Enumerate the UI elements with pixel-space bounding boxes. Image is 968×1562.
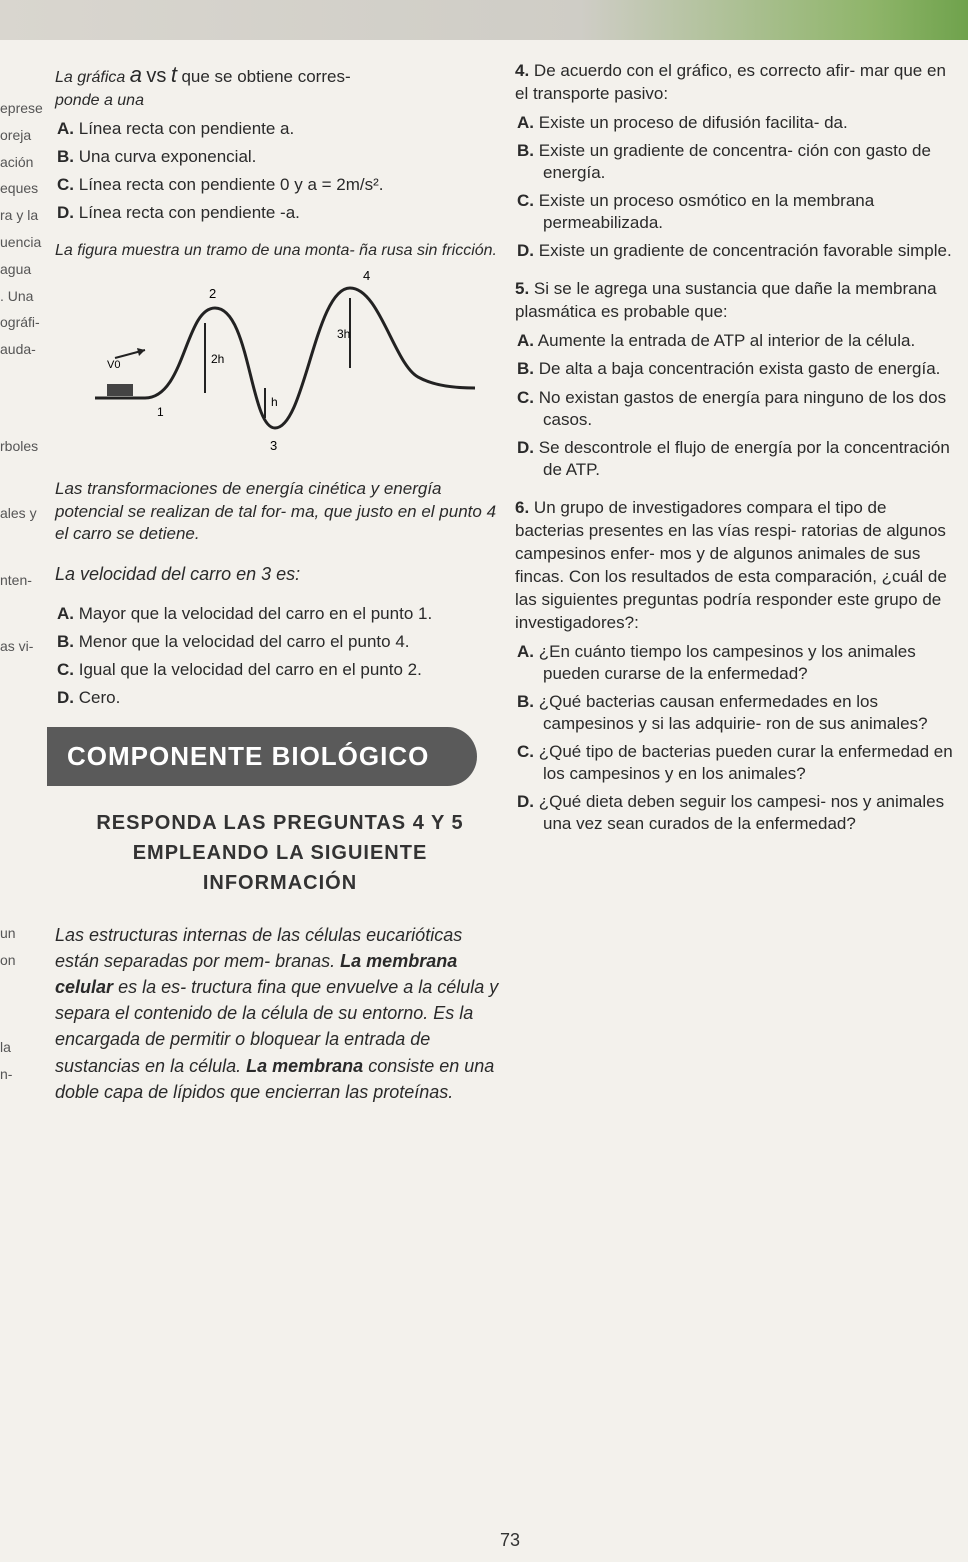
roller-option-d[interactable]: D. Cero.	[57, 687, 121, 707]
roller-option-c[interactable]: C. Igual que la velocidad del carro en el punto 2.	[57, 659, 422, 679]
margin-fragment: oreja	[0, 126, 32, 143]
q5-option-b[interactable]: B. De alta a baja concentración exista gasto de energía.	[517, 359, 941, 379]
q4-option-c[interactable]: C. Existe un proceso osmótico en la membrana permeabilizada.	[517, 191, 875, 233]
left-column	[55, 60, 505, 1550]
q6-option-d[interactable]: D. ¿Qué dieta deben seguir los campesi- nos y animales una vez sean curados de la enfermedad?	[517, 792, 945, 834]
roller-coaster-track	[95, 285, 475, 428]
q5-option-d[interactable]: D. Se descontrole el flujo de energía por la concentración de ATP.	[517, 437, 950, 479]
q3-option-c[interactable]: C. Línea recta con pendiente 0 y a = 2m/s².	[57, 174, 384, 194]
label-3h: 3h	[337, 326, 351, 341]
roller-coaster-figure	[75, 268, 475, 468]
page-top-edge	[0, 0, 968, 40]
question-4-stem: 4. De acuerdo con el gráfico, es correcto afir- mar que en el transporte pasivo:	[515, 61, 946, 103]
margin-fragment: ales y	[0, 504, 37, 521]
label-h: h	[271, 394, 278, 409]
roller-option-b[interactable]: B. Menor que la velocidad del carro el punto 4.	[57, 631, 410, 651]
margin-fragment: un	[0, 925, 16, 942]
margin-fragment: la	[0, 1038, 11, 1055]
roller-coaster-intro: La figura muestra un tramo de una monta- ña rusa sin fricción.	[55, 241, 497, 259]
textbook-page	[0, 40, 968, 1562]
roller-option-a[interactable]: A. Mayor que la velocidad del carro en el punto 1.	[57, 603, 433, 623]
roller-question: La velocidad del carro en 3 es:	[55, 564, 301, 585]
margin-fragment: rboles	[0, 437, 39, 454]
margin-fragment: eprese	[0, 100, 43, 116]
roller-paragraph: Las transformaciones de energía cinética y energía potencial se realizan de tal for- ma, que justo en el punto 4 el carro se detiene.	[55, 478, 497, 544]
q3-option-a[interactable]: A. Línea recta con pendiente a.	[57, 118, 295, 138]
q4-option-b[interactable]: B. Existe un gradiente de concentra- ción con gasto de energía.	[517, 140, 931, 183]
margin-fragment: eques	[0, 180, 39, 197]
question-5-stem: 5. Si se le agrega una sustancia que dañe la membrana plasmática es probable que:	[515, 279, 937, 322]
section-banner: COMPONENTE BIOLÓGICO	[47, 727, 477, 786]
section-instructions: RESPONDA LAS PREGUNTAS 4 Y 5 EMPLEANDO LA SIGUIENTE INFORMACIÓN	[96, 812, 464, 895]
margin-fragment: n-	[0, 1065, 13, 1082]
margin-fragment: agua	[0, 260, 32, 277]
v0-arrowhead	[137, 348, 145, 356]
label-point-2: 2	[209, 285, 217, 301]
label-2h: 2h	[211, 351, 225, 366]
label-point-1: 1	[157, 404, 164, 419]
question-6-stem: 6. Un grupo de investigadores compara el tipo de bacterias presentes en las vías respi- ratorias de algunos campesinos enfer- mos y de algunos animales de sus fincas. Con los resultados de esta comparación, ¿cuál de las siguientes preguntas podría responder este grupo de investigadores?:	[515, 497, 947, 632]
margin-fragment: auda-	[0, 341, 36, 358]
page-number: 73	[500, 1530, 521, 1550]
q5-option-c[interactable]: C. No existan gastos de energía para ninguno de los dos casos.	[517, 387, 947, 429]
q3-option-d[interactable]: D. Línea recta con pendiente -a.	[57, 202, 300, 222]
margin-fragment: ográfi-	[0, 314, 40, 331]
margin-fragment: on	[0, 951, 16, 968]
q4-option-d[interactable]: D. Existe un gradiente de concentración favorable simple.	[517, 241, 952, 261]
margin-fragment: uencia	[0, 233, 42, 250]
q6-option-c[interactable]: C. ¿Qué tipo de bacterias pueden curar la enfermedad en los campesinos y en los animales?	[517, 741, 953, 783]
q5-option-a[interactable]: A. Aumente la entrada de ATP al interior de la célula.	[517, 331, 916, 351]
biology-passage: Las estructuras internas de las células eucarióticas están separadas por mem- branas. La membrana celular es la es- tructura fina que envuelve a la célula y separa el contenido de la célula de su entorno. Es la encargada de permitir o bloquear la entrada de sustancias en la célula. La membrana consiste en una doble capa de lípidos que encierran las proteínas.	[55, 925, 499, 1102]
cart-icon	[107, 384, 133, 396]
question-3-stem: La gráfica a vs t que se obtiene corres- ponde a una	[55, 62, 351, 109]
label-point-4: 4	[363, 267, 371, 283]
margin-fragment: as vi-	[0, 638, 34, 655]
label-point-3: 3	[270, 437, 278, 453]
previous-page-margin	[0, 100, 52, 1150]
label-v0: V0	[107, 358, 121, 371]
q3-option-b[interactable]: B. Una curva exponencial.	[57, 146, 257, 166]
margin-fragment: ra y la	[0, 207, 39, 224]
margin-fragment: . Una	[0, 287, 34, 304]
margin-fragment: nten-	[0, 571, 32, 588]
right-column	[515, 60, 955, 1360]
q6-option-a[interactable]: A. ¿En cuánto tiempo los campesinos y los animales pueden curarse de la enfermedad?	[517, 641, 916, 683]
margin-fragment: ación	[0, 153, 34, 170]
q6-option-b[interactable]: B. ¿Qué bacterias causan enfermedades en los campesinos y si las adquirie- ron de sus animales?	[517, 691, 928, 733]
q4-option-a[interactable]: A. Existe un proceso de difusión facilita- da.	[517, 112, 848, 132]
